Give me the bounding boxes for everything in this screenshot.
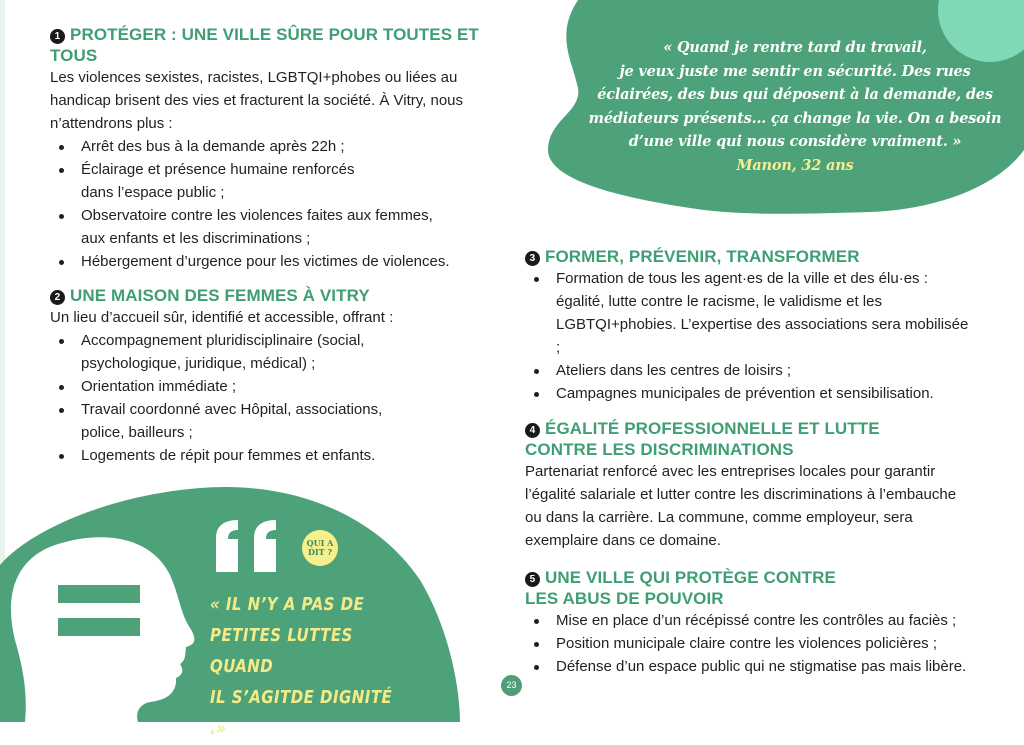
- list-item: Observatoire contre les violences faites aux femmes, aux enfants et les discriminations ;: [50, 204, 460, 250]
- testimonial-line: éclairées, des bus qui déposent à la demande, des: [597, 86, 993, 103]
- list-item: Orientation immédiate ;: [50, 375, 430, 398]
- section-4: [525, 418, 965, 552]
- list-item: Accompagnement pluridisciplinaire (social, psychologique, juridique, médical) ;: [50, 329, 430, 375]
- testimonial-line: je veux juste me sentir en sécurité. Des rues: [619, 62, 971, 80]
- testimonial-author: Manon, 32 ans: [736, 156, 854, 174]
- section-heading: [525, 246, 995, 267]
- section-heading: [525, 418, 885, 460]
- section-1: [50, 24, 510, 273]
- testimonial-line: « Quand je rentre tard du travail,: [663, 39, 927, 56]
- section-title: ÉGALITÉ PROFESSIONNELLE ET LUTTE CONTRE LES DISCRIMINATIONS: [525, 419, 880, 459]
- section-intro: Un lieu d’accueil sûr, identifié et accessible, offrant :: [50, 309, 394, 326]
- section-heading: [50, 285, 490, 306]
- bullet-list: [50, 329, 430, 467]
- section-title: FORMER, PRÉVENIR, TRANSFORMER: [545, 247, 860, 266]
- section-title: UNE VILLE QUI PROTÈGE CONTRE LES ABUS DE POUVOIR: [525, 568, 836, 608]
- list-item: Défense d’un espace public qui ne stigmatise pas mais libère.: [525, 655, 995, 678]
- double-quote-icon: [214, 518, 282, 574]
- section-number: 4: [525, 423, 540, 438]
- section-number: 2: [50, 290, 65, 305]
- section-5: [525, 567, 995, 678]
- section-title: UNE MAISON DES FEMMES À VITRY: [70, 286, 370, 305]
- callout-quote-line: PETITES LUTTES QUAND: [210, 626, 353, 677]
- bullet-list: [525, 609, 995, 678]
- testimonial-quote: [570, 36, 1020, 177]
- list-item: Travail coordonné avec Hôpital, associations, police, bailleurs ;: [50, 398, 430, 444]
- equal-bar-top: [58, 585, 140, 603]
- section-heading: [525, 567, 855, 609]
- section-number: 1: [50, 29, 65, 44]
- list-item: Formation de tous les agent·es de la ville et des élu·es : égalité, lutte contre le racisme, le validisme et les LGBTQI+phobies. L’expertise des associations sera mobilisée ;: [525, 267, 975, 359]
- section-number: 3: [525, 251, 540, 266]
- section-heading: [50, 24, 510, 66]
- list-item: Hébergement d’urgence pour les victimes de violences.: [50, 250, 520, 273]
- section-intro: Partenariat renforcé avec les entreprises locales pour garantir l’égalité salariale et lutter contre les discriminations à l’embauche ou dans la carrière. La commune, comme employeur, sera exemplaire dans ce domaine.: [525, 463, 957, 549]
- list-item: Campagnes municipales de prévention et sensibilisation.: [525, 382, 995, 405]
- badge-line-1: QUI A: [306, 538, 334, 548]
- list-item: Ateliers dans les centres de loisirs ;: [525, 359, 945, 382]
- page-number: 23: [501, 675, 522, 696]
- list-item: Logements de répit pour femmes et enfants.: [50, 444, 470, 467]
- callout-quote-line: IL S’AGITDE DIGNITÉ .»: [210, 688, 393, 739]
- list-item: Mise en place d’un récépissé contre les contrôles au faciès ;: [525, 609, 995, 632]
- section-3: [525, 246, 995, 405]
- section-2: [50, 285, 490, 467]
- equal-bar-bottom: [58, 618, 140, 636]
- qui-a-dit-badge: [302, 530, 338, 566]
- section-intro: Les violences sexistes, racistes, LGBTQI+phobes ou liées au handicap brisent des vies et fracturent la société. À Vitry, nous n’attendrons plus :: [50, 69, 463, 132]
- list-item: Arrêt des bus à la demande après 22h ;: [50, 135, 460, 158]
- testimonial-line: médiateurs présents... ça change la vie. On a besoin: [588, 109, 1002, 127]
- callout-quote-line: « IL N’Y A PAS DE: [210, 595, 365, 615]
- bullet-list: [525, 267, 969, 405]
- section-title: PROTÉGER : UNE VILLE SÛRE POUR TOUTES ET TOUS: [50, 25, 479, 65]
- testimonial-line: d’une ville qui nous considère vraiment. »: [628, 133, 962, 150]
- list-item: Éclairage et présence humaine renforcés dans l’espace public ;: [50, 158, 460, 204]
- section-number: 5: [525, 572, 540, 587]
- list-item: Position municipale claire contre les violences policières ;: [525, 632, 995, 655]
- bullet-list: [50, 135, 460, 273]
- badge-line-2: DIT ?: [307, 547, 333, 557]
